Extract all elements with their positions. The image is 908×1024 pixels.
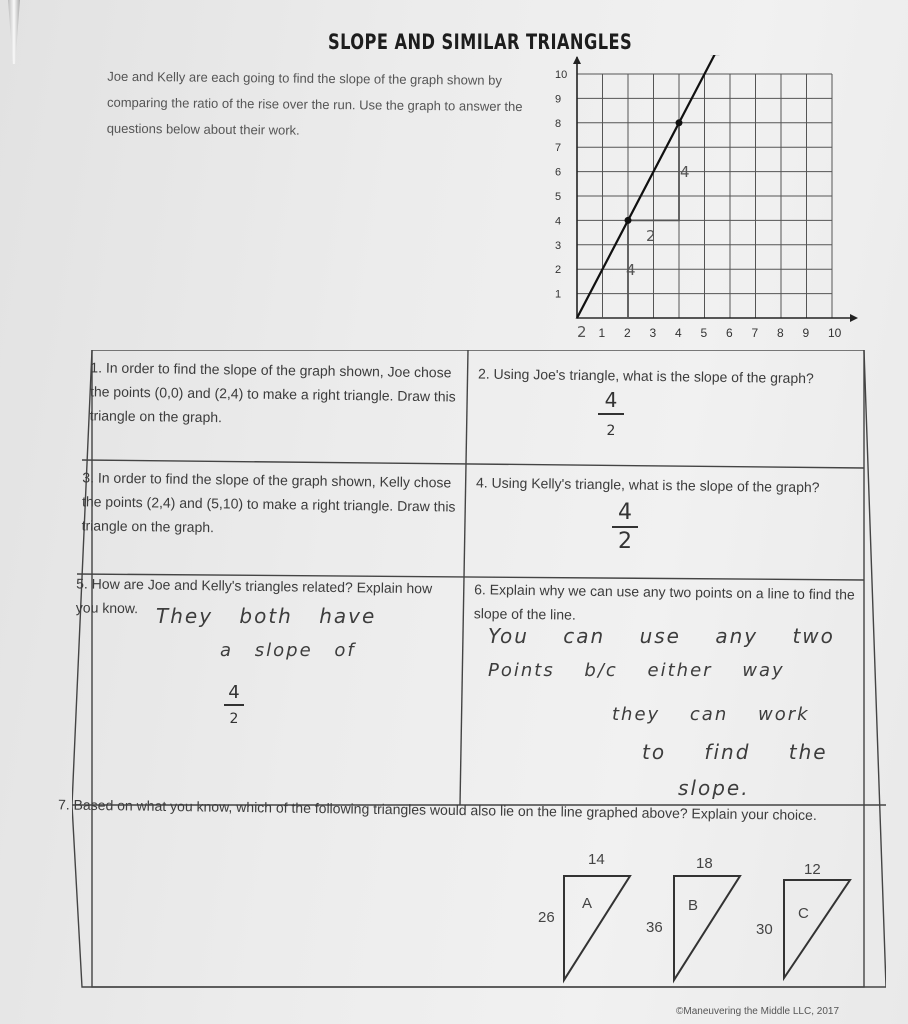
answer-5-numerator: 4 xyxy=(228,682,240,703)
triangle-b-side: 36 xyxy=(646,919,663,936)
annotation-origin-mark: 2 xyxy=(577,323,587,341)
answer-6-line-3: they can work xyxy=(612,704,810,725)
y-tick-label: 10 xyxy=(555,69,568,81)
choice-triangles xyxy=(530,848,860,988)
x-tick-label: 2 xyxy=(624,326,631,340)
intro-text: Joe and Kelly are each going to find the slope of the graph shown by comparing the ratio of the rise over the run. Use the graph to answer the questions below about their work. xyxy=(106,68,523,138)
triangle-a-label: A xyxy=(582,895,593,912)
annotation-rise-small: 4 xyxy=(626,261,636,279)
graph-grid xyxy=(577,74,832,318)
answer-6-line-4: to find the xyxy=(642,740,828,764)
triangle-c-shape xyxy=(784,880,850,978)
answer-5-fraction xyxy=(224,682,244,728)
answer-4-numerator: 4 xyxy=(618,500,632,525)
triangle-a-side: 26 xyxy=(538,909,555,926)
x-tick-label: 1 xyxy=(598,326,606,340)
answer-4-denominator: 2 xyxy=(618,529,632,554)
answer-4-fraction xyxy=(612,500,638,554)
question-2: 2. Using Joe's triangle, what is the slope of the graph? xyxy=(477,365,814,387)
annotation-run-big: 2 xyxy=(646,227,656,245)
question-6: 6. Explain why we can use any two points on a line to find the slope of the line. xyxy=(473,581,855,623)
answer-6-line-5: slope. xyxy=(678,776,750,800)
x-tick-label: 10 xyxy=(828,326,842,340)
x-tick-label: 7 xyxy=(751,326,759,340)
graph-line xyxy=(577,55,720,318)
fraction-bar xyxy=(598,413,624,415)
question-3: 3. In order to find the slope of the graph shown, Kelly chose the points (2,4) and (5,10) to make a right triangle. Draw this triangle on the graph. xyxy=(81,469,456,536)
triangle-a-top: 14 xyxy=(588,851,605,868)
y-tick-label: 6 xyxy=(555,166,562,179)
y-tick-labels xyxy=(555,69,567,301)
answer-2-fraction xyxy=(598,388,624,440)
graph-axes xyxy=(573,56,858,322)
x-tick-label: 4 xyxy=(675,326,682,340)
page-title: SLOPE AND SIMILAR TRIANGLES xyxy=(328,30,633,54)
x-tick-label: 8 xyxy=(777,326,784,340)
annotation-rise-big: 4 xyxy=(680,163,690,181)
y-tick-label: 7 xyxy=(555,142,562,155)
question-7: 7. Based on what you know, which of the following triangles would also lie on the line graphed above? Explain your choice. xyxy=(57,796,817,824)
x-tick-label: 3 xyxy=(649,326,657,340)
fraction-bar xyxy=(224,704,244,706)
triangle-c-top: 12 xyxy=(804,861,821,878)
y-tick-label: 5 xyxy=(555,191,562,203)
triangle-a-shape xyxy=(564,876,630,980)
answer-5-line-2: a slope of xyxy=(220,640,356,661)
line-point xyxy=(676,119,683,126)
triangle-b-shape xyxy=(674,876,740,980)
answer-2-denominator: 2 xyxy=(606,423,616,439)
x-tick-label: 9 xyxy=(802,326,810,340)
answer-5-line-1: They both have xyxy=(156,604,377,628)
y-tick-label: 4 xyxy=(555,215,562,228)
question-5: 5. How are Joe and Kelly's triangles related? Explain how you know. xyxy=(75,575,433,617)
y-tick-label: 1 xyxy=(555,288,562,301)
slope-line xyxy=(577,55,719,318)
triangle-b-top: 18 xyxy=(696,855,713,872)
x-tick-label: 5 xyxy=(700,326,708,340)
answer-2-numerator: 4 xyxy=(604,388,618,412)
line-point xyxy=(625,217,632,224)
answer-6-line-1: You can use any two xyxy=(488,624,835,648)
answer-5-denominator: 2 xyxy=(229,711,239,727)
copyright-notice: ©Maneuvering the Middle LLC, 2017 xyxy=(676,1006,840,1017)
triangle-b-label: B xyxy=(688,897,699,914)
coordinate-graph xyxy=(540,55,860,345)
y-tick-label: 2 xyxy=(555,264,562,277)
x-tick-labels xyxy=(599,326,842,340)
question-1: 1. In order to find the slope of the graph shown, Joe chose the points (0,0) and (2,4) to make a right triangle. Draw this triangle on the graph. xyxy=(89,359,456,426)
triangle-c-label: C xyxy=(798,905,809,922)
y-tick-label: 3 xyxy=(555,239,562,252)
x-tick-label: 6 xyxy=(726,326,733,340)
y-tick-label: 9 xyxy=(555,93,562,106)
question-4: 4. Using Kelly's triangle, what is the slope of the graph? xyxy=(475,474,820,496)
fraction-bar xyxy=(612,526,638,528)
triangle-c-side: 30 xyxy=(756,921,773,938)
graph-annotations xyxy=(577,163,690,341)
y-tick-label: 8 xyxy=(555,117,562,130)
answer-6-line-2: Points b/c either way xyxy=(488,660,785,681)
